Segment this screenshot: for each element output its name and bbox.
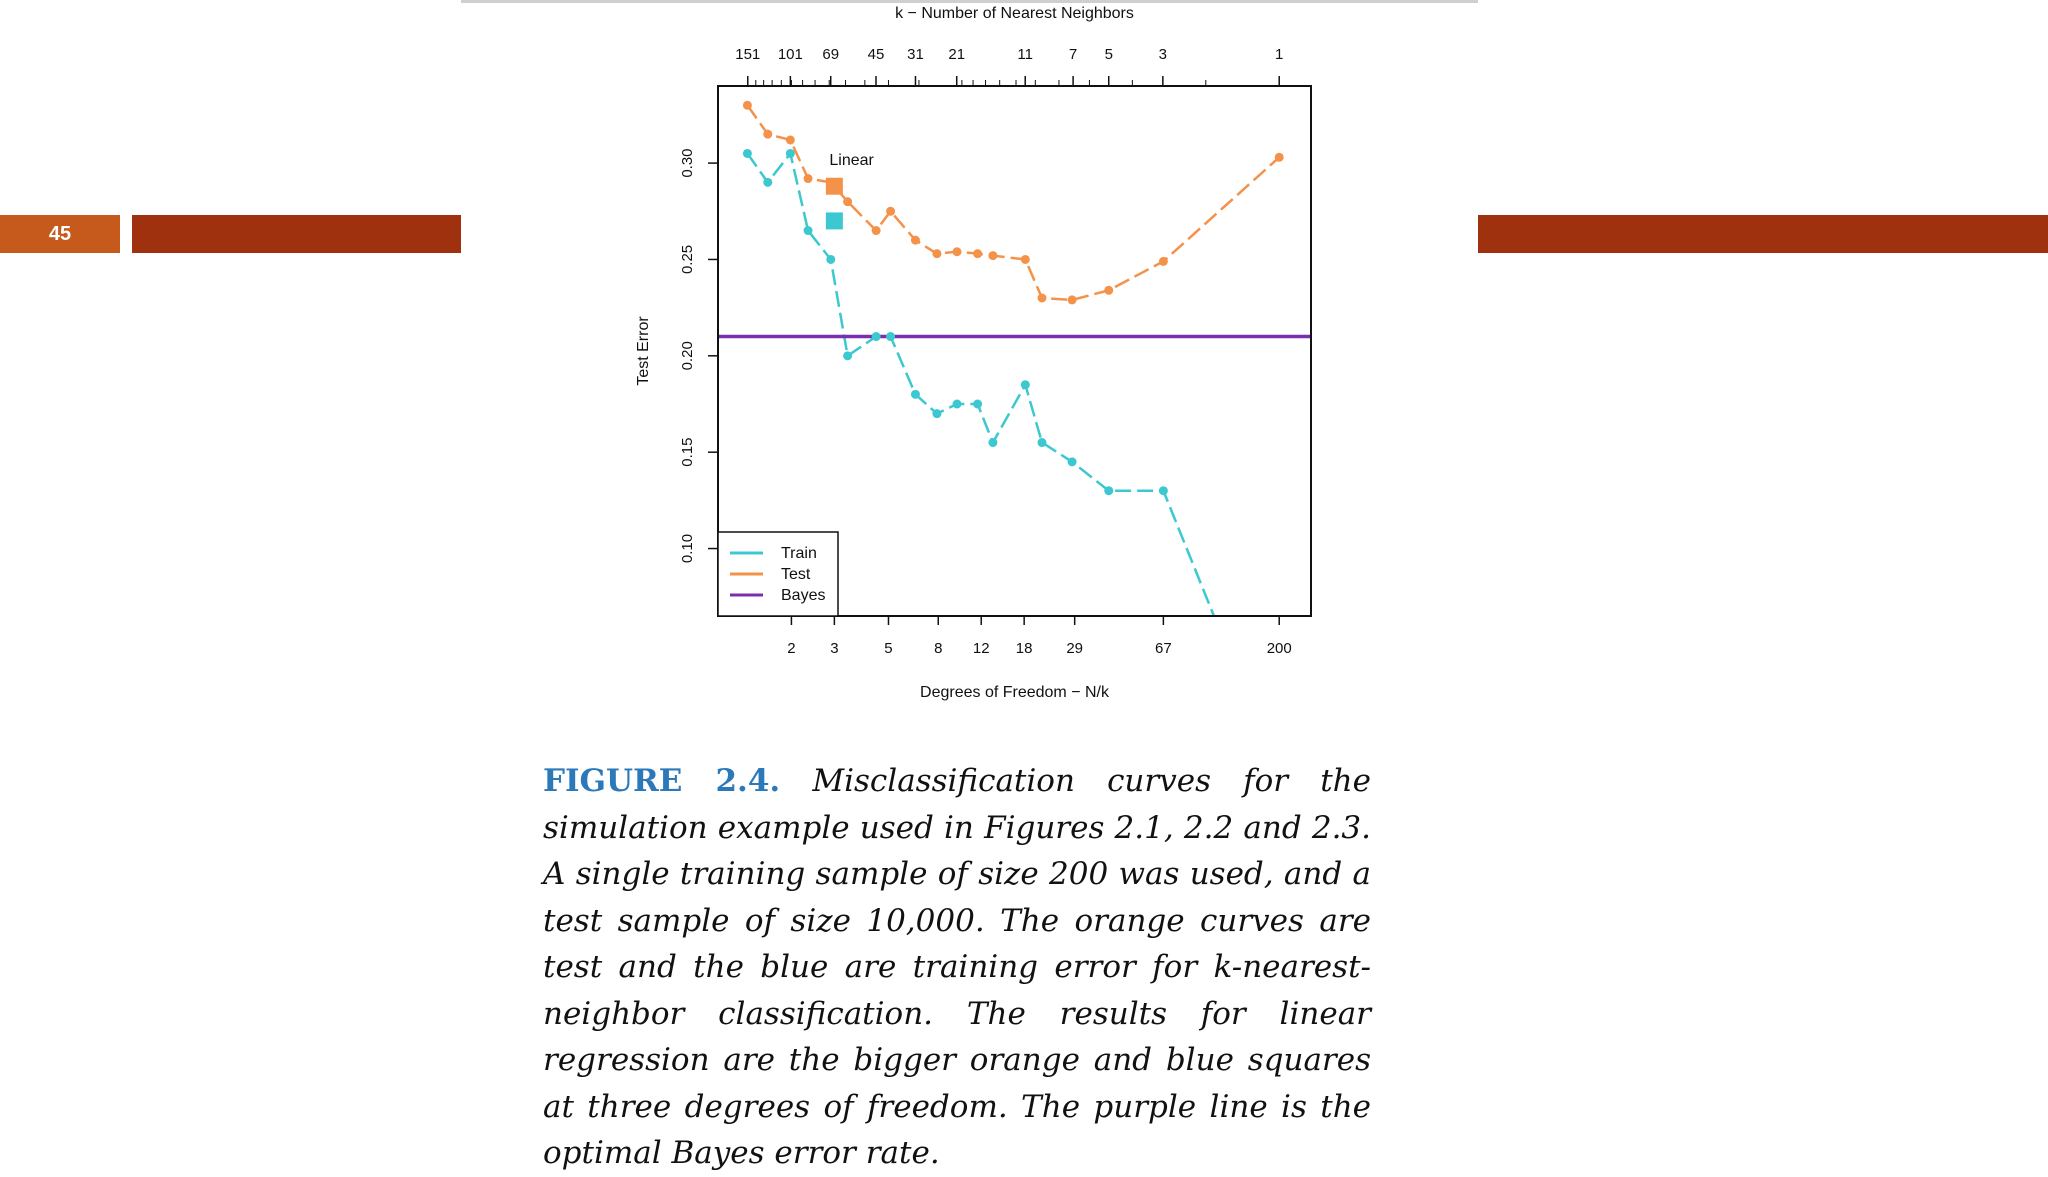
linear-label: Linear [829,152,874,170]
legend-label: Bayes [781,587,826,604]
test-point [1159,257,1168,266]
train-point [886,332,895,341]
train-point [1021,380,1030,389]
slide-number: 45 [0,215,120,253]
test-point [872,226,881,235]
train-point [872,332,881,341]
train-point [786,149,795,158]
train-point [804,226,813,235]
figure-caption [543,758,1371,1177]
train-point [953,400,962,409]
x-tick-label: 67 [1155,640,1172,657]
test-point [843,197,852,206]
y-tick-label: 0.10 [679,533,696,564]
train-point [988,438,997,447]
top-tick-label: 1 [1275,46,1284,63]
test-point [1275,153,1284,162]
top-axis-title: k − Number of Nearest Neighbors [895,5,1134,22]
test-point [763,130,772,139]
test-point [988,251,997,260]
y-axis-title: Test Error [635,316,652,386]
top-tick-label: 69 [822,46,840,63]
y-tick-label: 0.30 [679,148,696,178]
test-point [886,207,895,216]
x-tick-label: 200 [1266,640,1292,657]
top-tick-label: 45 [867,46,885,63]
train-point [743,149,752,158]
top-tick-label: 5 [1104,46,1113,63]
top-tick-label: 11 [1017,46,1034,63]
legend-label: Test [781,566,811,583]
top-tick-label: 21 [948,46,966,63]
title-bar-left [132,215,461,253]
test-point [911,236,920,245]
x-tick-label: 5 [884,640,893,657]
linear-train-square [826,212,843,229]
x-tick-label: 8 [934,640,943,657]
x-tick-label: 3 [830,640,839,657]
x-axis-title: Degrees of Freedom − N/k [920,684,1109,701]
test-point [804,174,813,183]
train-point [826,255,835,264]
test-point [786,135,795,144]
test-point [1037,294,1046,303]
y-tick-label: 0.25 [679,244,696,275]
caption-text: Misclassification curves for the simulation example used in Figures 2.1, 2.2 and 2.3. A single training sample of size 200 was used, and a test sample of size 10,000. The orange curves are test and the blue are training error for k-nearest-neighbor classification. The results for linear regression are the bigger orange and blue squares at three degrees of freedom. The purple line is the optimal Bayes error rate. [543,763,1371,1171]
figure-panel [461,0,1478,1171]
train-point [1037,438,1046,447]
title-bar-right [1478,215,2048,253]
top-tick-label: 151 [735,46,761,63]
test-point [1104,286,1113,295]
misclassification-chart [461,0,1478,720]
train-point [1104,486,1113,495]
top-tick-label: 7 [1068,46,1078,63]
y-tick-label: 0.15 [679,437,696,467]
test-point [932,249,941,258]
test-point [1068,295,1077,304]
test-point [1021,255,1030,264]
y-tick-label: 0.20 [679,341,696,371]
top-tick-label: 101 [777,46,803,63]
train-point [973,400,982,409]
top-tick-label: 3 [1158,46,1168,63]
top-tick-label: 31 [907,46,924,63]
legend-label: Train [781,545,817,562]
test-point [953,247,962,256]
test-point [973,249,982,258]
train-point [932,409,941,418]
train-point [911,390,920,399]
x-tick-label: 29 [1066,640,1084,657]
test-point [743,101,752,110]
caption-label: FIGURE 2.4. [543,763,781,799]
x-tick-label: 12 [972,640,990,657]
train-point [1159,486,1168,495]
test-line [747,105,1279,300]
x-tick-label: 18 [1015,640,1033,657]
train-point [763,178,772,187]
linear-test-square [826,178,843,195]
x-tick-label: 2 [787,640,796,657]
train-point [843,351,852,360]
train-point [1068,457,1077,466]
